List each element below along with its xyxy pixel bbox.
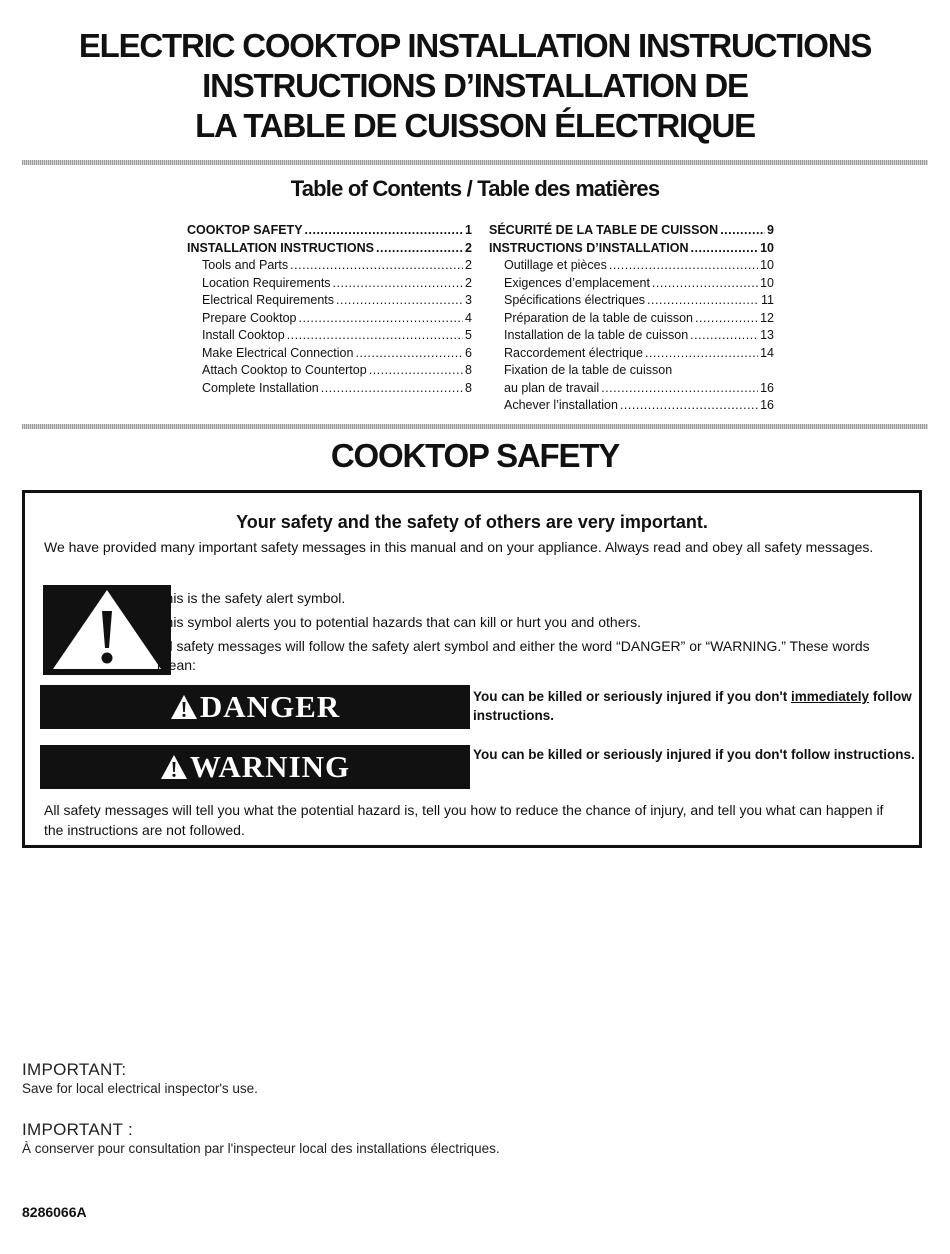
safety-outro: All safety messages will tell you what the potential hazard is, tell you how to reduce the chance of injury, and tell you what can happen if the instructions are not followed. <box>44 802 884 838</box>
toc-entry-label: Complete Installation <box>202 380 319 395</box>
toc-entry-label: Spécifications électriques <box>504 293 646 307</box>
toc-leader-dots <box>647 292 759 310</box>
toc-leader-dots <box>355 345 463 363</box>
danger-text-emphasis: immediately <box>791 689 870 704</box>
toc-entry-page: 10 <box>760 275 774 290</box>
danger-text-end: follow instructions. <box>473 689 912 723</box>
toc-entry-label: Electrical Requirements <box>202 293 334 307</box>
toc-entry-page: 8 <box>465 380 472 395</box>
toc-entry-label: Location Requirements <box>202 275 331 290</box>
toc-entry <box>489 275 774 293</box>
toc-leader-dots <box>336 292 463 310</box>
title-line-3: LA TABLE DE CUISSON ÉLECTRIQUE <box>195 107 755 144</box>
alert-explanation <box>157 589 887 680</box>
toc-leader-dots <box>645 345 758 363</box>
toc-entry-page: 10 <box>760 258 774 272</box>
toc-entry-label: INSTRUCTIONS D’INSTALLATION <box>489 240 689 255</box>
toc-entry-page: 16 <box>760 380 774 395</box>
toc-leader-dots <box>620 397 758 415</box>
toc-leader-dots <box>601 380 758 398</box>
toc-entry-page: 12 <box>760 310 774 325</box>
toc-entry-page: 10 <box>760 240 774 255</box>
danger-signal-bar <box>40 685 470 729</box>
important-label: IMPORTANT: <box>22 1060 127 1079</box>
toc-entry-page: 14 <box>760 345 774 360</box>
warning-label: WARNING <box>189 749 351 784</box>
toc-entry-page: 2 <box>465 275 472 290</box>
warning-signal-bar <box>40 745 470 789</box>
toc-entry-label: Exigences d’emplacement <box>504 275 650 290</box>
toc-entry-page: 4 <box>465 310 472 325</box>
toc-leader-dots <box>609 257 758 275</box>
safety-alert-triangle-icon <box>43 585 171 675</box>
toc-entry-label: Installation de la table de cuisson <box>504 328 689 342</box>
toc-entry-label: Attach Cooktop to Countertop <box>202 363 367 377</box>
part-number: 8286066A <box>22 1204 87 1220</box>
warning-description: You can be killed or seriously injured if you don't follow instructions. <box>473 747 915 762</box>
alert-triangle-icon <box>170 694 198 720</box>
danger-description <box>473 687 918 725</box>
toc-entry-label: SÉCURITÉ DE LA TABLE DE CUISSON <box>489 223 719 237</box>
toc-leader-dots <box>720 222 765 240</box>
toc-entry <box>187 310 472 328</box>
document-title <box>0 26 950 146</box>
alert-line-2: This symbol alerts you to potential hazards that can kill or hurt you and others. <box>157 614 642 630</box>
toc-entry-page: 16 <box>760 398 774 412</box>
toc-entry-page: 3 <box>465 293 472 307</box>
toc-leader-dots <box>691 240 759 258</box>
safety-box <box>22 490 922 848</box>
important-note-english <box>22 1060 258 1096</box>
important-label: IMPORTANT : <box>22 1120 133 1139</box>
toc-entry-label: Install Cooktop <box>202 328 285 342</box>
important-text: À conserver pour consultation par l'inspecteur local des installations électriques. <box>22 1141 500 1156</box>
toc-heading: Table of Contents / Table des matières <box>290 176 660 201</box>
title-line-1: ELECTRIC COOKTOP INSTALLATION INSTRUCTIONS <box>78 27 872 64</box>
toc-entry <box>489 397 774 415</box>
toc-entry <box>489 257 774 275</box>
divider-rule <box>22 160 928 165</box>
toc-entry-page: 6 <box>465 345 472 360</box>
important-note-french <box>22 1120 500 1156</box>
title-line-2: INSTRUCTIONS D’INSTALLATION DE <box>202 67 748 104</box>
toc-entry-page: 8 <box>465 363 472 377</box>
toc-entry-label: Outillage et pièces <box>504 258 607 272</box>
alert-line-3: All safety messages will follow the safety alert symbol and either the word “DANGER” or “WARNING.” These words mean: <box>157 638 870 673</box>
safety-intro: We have provided many important safety messages in this manual and on your appliance. Always read and obey all safety messages. <box>44 539 874 555</box>
toc-entry <box>187 345 472 363</box>
important-text: Save for local electrical inspector's use. <box>22 1081 258 1096</box>
toc-entry <box>187 327 472 345</box>
danger-label: DANGER <box>199 689 341 724</box>
toc-entry <box>489 345 774 363</box>
toc-entry-page: 1 <box>465 223 472 237</box>
toc-entry <box>187 240 472 258</box>
toc-leader-dots <box>369 362 463 380</box>
toc-entry-label: INSTALLATION INSTRUCTIONS <box>187 240 375 255</box>
toc-leader-dots <box>376 240 463 258</box>
toc-entry-page: 11 <box>761 293 774 307</box>
toc-entry <box>187 362 472 380</box>
toc-entry <box>489 292 774 310</box>
toc-entry <box>489 240 774 258</box>
toc-entry-label: au plan de travail <box>504 380 600 395</box>
toc-entry-label: Make Electrical Connection <box>202 345 354 360</box>
toc-entry <box>187 275 472 293</box>
toc-entry-label: Préparation de la table de cuisson <box>504 310 694 325</box>
toc-entry-label: Raccordement électrique <box>504 345 643 360</box>
toc-entry-label: Tools and Parts <box>202 258 289 272</box>
toc-entry <box>489 222 774 240</box>
danger-text: You can be killed or seriously injured if you don't <box>473 689 792 704</box>
toc-leader-dots <box>333 275 464 293</box>
section-title: COOKTOP SAFETY <box>330 437 620 474</box>
toc-leader-dots <box>695 310 758 328</box>
toc-entry <box>489 327 774 345</box>
toc-entry <box>489 362 774 380</box>
toc-entry-label: Achever l’installation <box>504 398 618 412</box>
toc-entry-page: 2 <box>465 258 472 272</box>
toc-entry <box>489 310 774 328</box>
toc-entry <box>489 380 774 398</box>
toc-entry-page: 2 <box>465 240 472 255</box>
toc-entry-label: Fixation de la table de cuisson <box>504 363 673 377</box>
toc-leader-dots <box>290 257 463 275</box>
toc-leader-dots <box>690 327 758 345</box>
toc-entry <box>187 292 472 310</box>
divider-rule <box>22 424 928 429</box>
toc-leader-dots <box>321 380 463 398</box>
toc-leader-dots <box>305 222 464 240</box>
safety-heading: Your safety and the safety of others are very important. <box>236 512 708 532</box>
toc-column-english <box>187 222 472 397</box>
toc-leader-dots <box>287 327 463 345</box>
alert-line-1: This is the safety alert symbol. <box>157 590 346 606</box>
toc-entry <box>187 257 472 275</box>
toc-entry-page: 13 <box>760 328 774 342</box>
toc-entry-label: COOKTOP SAFETY <box>187 223 303 237</box>
toc-entry-page: 5 <box>465 328 472 342</box>
toc-column-french <box>489 222 774 415</box>
toc-entry <box>187 380 472 398</box>
toc-entry-page: 9 <box>767 223 774 237</box>
alert-triangle-icon <box>160 754 188 780</box>
toc-entry-label: Prepare Cooktop <box>202 310 297 325</box>
toc-leader-dots <box>299 310 464 328</box>
toc-leader-dots <box>652 275 758 293</box>
toc-entry <box>187 222 472 240</box>
